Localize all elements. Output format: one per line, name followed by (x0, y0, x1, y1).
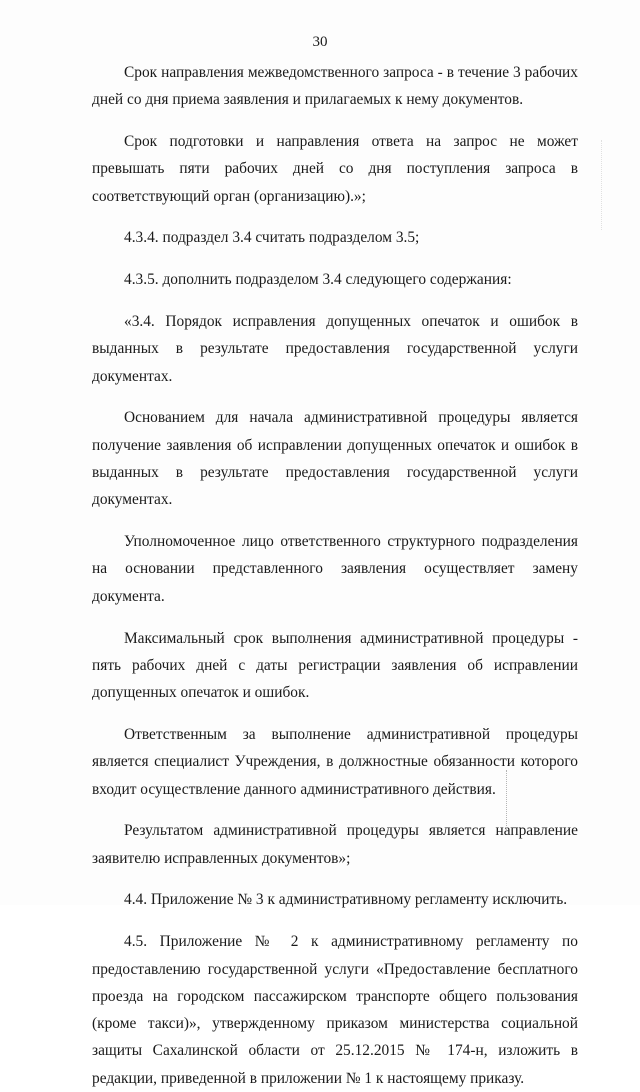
paragraph-interagency-request-deadline: Срок направления межведомственного запроса - в течение 3 рабочих дней со дня приема заявления и прилагаемых к нему документов. (92, 64, 578, 109)
paragraph-procedure-basis: Основанием для начала административной процедуры является получение заявления об исправлении допущенных опечаток и ошибок в выданных в результате предоставления государственной услуги документах. (92, 409, 578, 509)
paragraph-4-4: 4.4. Приложение № 3 к административному регламенту исключить. (124, 891, 568, 909)
paragraph-responsible-specialist: Ответственным за выполнение административной процедуры является специалист Учреждения, в должностные обязанности которого входит осуществление данного административного действия. (92, 725, 578, 798)
paragraph-section-3-4-title: «3.4. Порядок исправления допущенных опечаток и ошибок в выданных в результате предоставления государственной услуги документах. (92, 313, 578, 385)
paragraph-4-5: 4.5. Приложение № 2 к административному регламенту по предоставлению государственной услуги «Предоставление бесплатного проезда на городском пассажирском транспорте общего пользования (кроме такси)», утвержденному приказом министерства социальной защиты Сахалинской области от 25.12.2015 № 174-н, изложить в редакции, приведенной в приложении № 1 к настоящему приказу. (92, 933, 578, 1087)
paragraph-4-3-4: 4.3.4. подраздел 3.4 считать подразделом 3.5; (124, 229, 420, 247)
paragraph-max-duration: Максимальный срок выполнения административной процедуры - пять рабочих дней с даты регистрации заявления об исправлении допущенных опечаток и ошибок. (92, 629, 578, 702)
page-number: 30 (312, 34, 328, 50)
scan-artifact-line (601, 140, 603, 230)
paragraph-procedure-result: Результатом административной процедуры является направление заявителю исправленных документов»; (92, 822, 578, 867)
document-body (92, 59, 578, 1092)
paragraph-response-deadline: Срок подготовки и направления ответа на запрос не может превышать пяти рабочих дней со дня поступления запроса в соответствующий орган (организацию).»; (92, 133, 578, 205)
paragraph-4-3-5: 4.3.5. дополнить подразделом 3.4 следующего содержания: (124, 271, 512, 289)
scan-artifact-line (506, 770, 508, 830)
paragraph-authorized-person: Уполномоченное лицо ответственного структурного подразделения на основании представленного заявления осуществляет замену документа. (92, 533, 578, 605)
